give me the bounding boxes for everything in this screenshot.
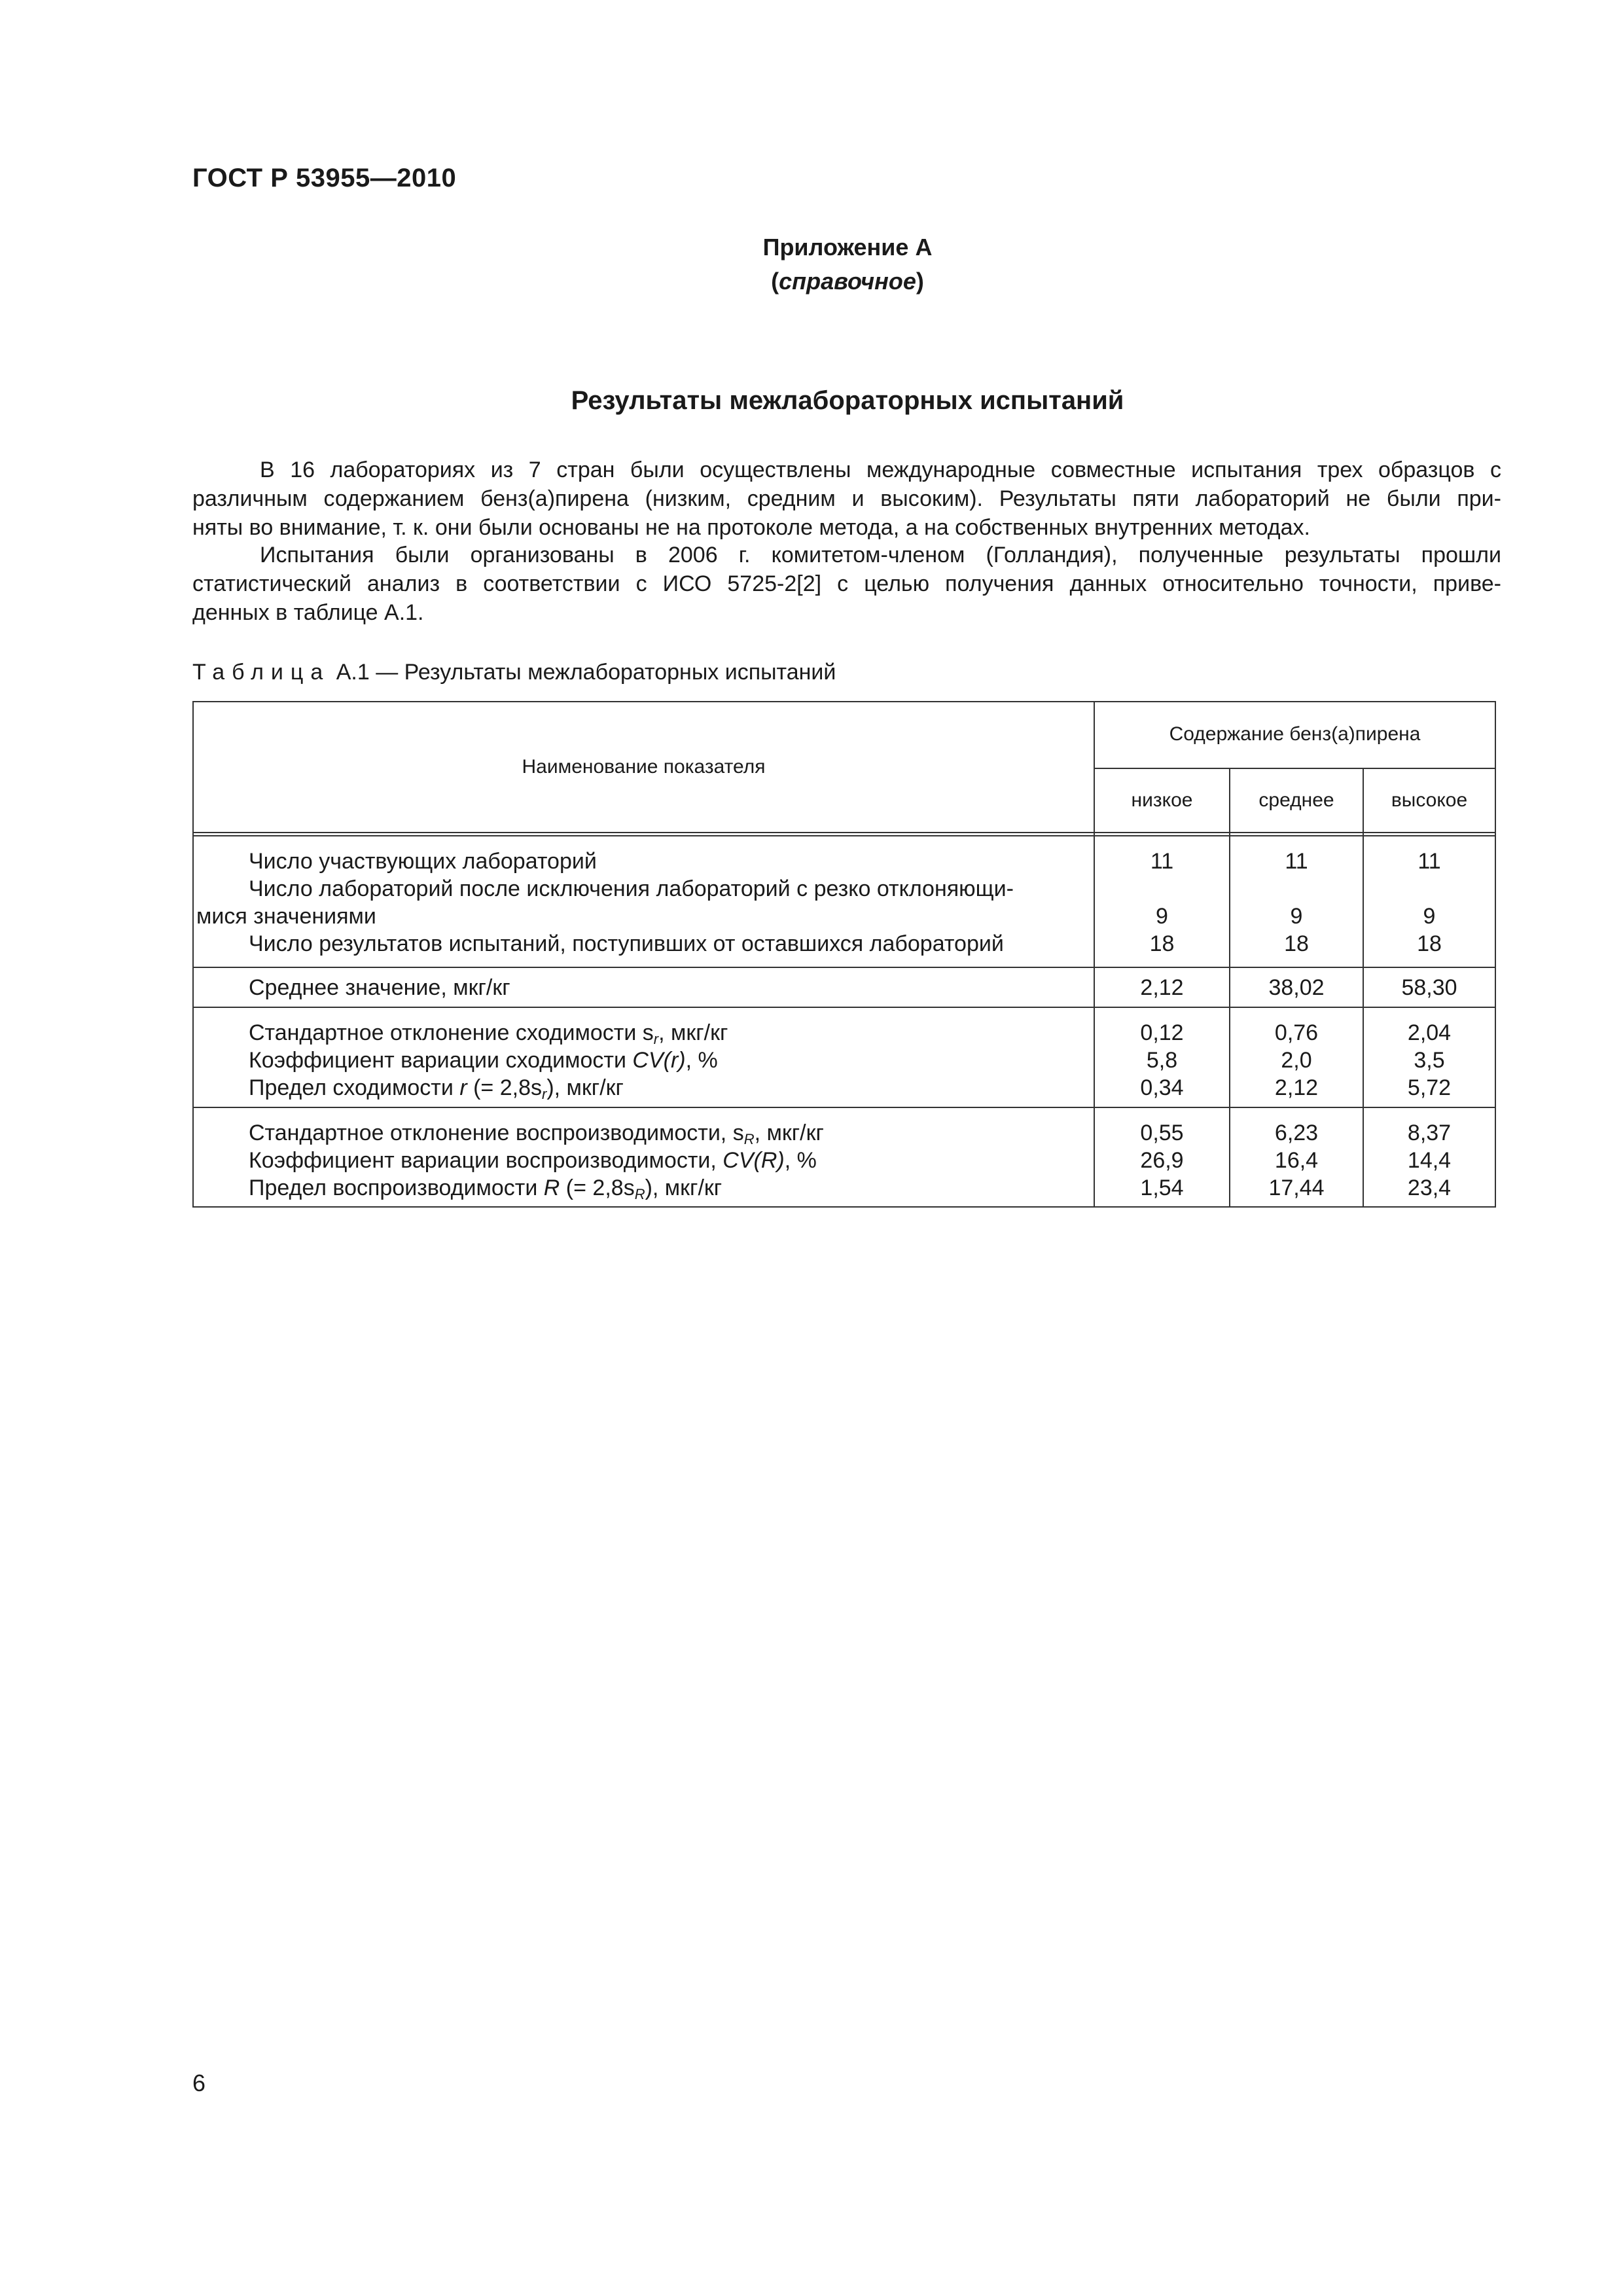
row-label: Число результатов испытаний, поступивших от оставшихся лабораторий	[249, 931, 1004, 956]
row-label-suffix: , %	[784, 1148, 817, 1173]
cell-value: 8,37	[1407, 1121, 1452, 1145]
paragraph-line: В 16 лабораториях из 7 стран были осуществлены международные совместные испытания трех образцов с	[260, 457, 1501, 482]
row-label: Число участвующих лабораторий	[249, 849, 597, 874]
header-level-low: низкое	[1131, 789, 1193, 811]
header-content-group: Содержание бенз(а)пирена	[1169, 723, 1421, 745]
cell-value: 17,44	[1268, 1175, 1325, 1200]
group-divider	[194, 1007, 1495, 1008]
row-label-italic: r	[459, 1075, 467, 1100]
table-caption-prefix: Таблица	[192, 660, 330, 685]
header-level-medium: среднее	[1258, 789, 1334, 811]
row-label-subscript: R	[634, 1186, 645, 1202]
header-bottom-rule	[194, 832, 1495, 833]
row-label-suffix: ), мкг/кг	[645, 1175, 722, 1200]
paragraph-line: различным содержанием бенз(а)пирена (низким, средним и высоким). Результаты пяти лабораторий не были при-	[192, 486, 1501, 511]
table-caption-text: А.1 — Результаты межлабораторных испытаний	[330, 660, 836, 685]
row-label-suffix: , мкг/кг	[658, 1020, 728, 1045]
row-label-subscript: r	[653, 1031, 659, 1047]
row-label-text: Коэффициент вариации воспроизводимости,	[249, 1148, 723, 1173]
table-caption	[192, 660, 836, 685]
row-label-continuation: мися значениями	[196, 904, 376, 929]
row-label: Среднее значение, мкг/кг	[249, 975, 510, 1000]
annex-status: (справочное)	[771, 268, 924, 295]
paragraph-1	[192, 456, 1501, 542]
row-label-suffix: ), мкг/кг	[546, 1075, 624, 1100]
cell-value: 2,12	[1274, 1075, 1319, 1100]
cell-value: 9	[1290, 904, 1303, 929]
paragraph-2	[192, 541, 1501, 627]
row-label-text: Предел воспроизводимости	[249, 1175, 544, 1200]
cell-value: 0,34	[1140, 1075, 1184, 1100]
row-label-italic: R	[543, 1175, 560, 1200]
cell-value: 2,0	[1281, 1048, 1312, 1073]
row-label: Число лабораторий после исключения лабораторий с резко отклоняющи-	[249, 876, 1014, 901]
cell-value: 14,4	[1407, 1148, 1452, 1173]
paragraph-line: статистический анализ в соответствии с ИСО 5725-2[2] с целью получения данных относительно точности, приве-	[192, 571, 1501, 596]
cell-value: 18	[1284, 931, 1309, 956]
document-id: ГОСТ Р 53955—2010	[192, 164, 457, 192]
row-label-text: Стандартное отклонение воспроизводимости, s	[249, 1121, 744, 1145]
row-label-text: Стандартное отклонение сходимости s	[249, 1020, 654, 1045]
paragraph-line: Испытания были организованы в 2006 г. комитетом-членом (Голландия), полученные результаты прошли	[260, 543, 1501, 567]
paragraph-line: денных в таблице А.1.	[192, 600, 424, 625]
cell-value: 0,12	[1140, 1020, 1184, 1045]
header-bottom-rule	[194, 835, 1495, 836]
cell-value: 11	[1418, 849, 1441, 874]
results-table	[192, 701, 1496, 1208]
row-label	[249, 1147, 817, 1174]
row-label-suffix: , мкг/кг	[754, 1121, 824, 1145]
row-label-subscript: R	[743, 1131, 755, 1147]
row-label-text: Предел сходимости	[249, 1075, 460, 1100]
row-label	[249, 1074, 624, 1108]
cell-value: 16,4	[1274, 1148, 1319, 1173]
cell-value: 0,55	[1140, 1121, 1184, 1145]
cell-value: 11	[1150, 849, 1174, 874]
row-label-italic: CV(r)	[632, 1048, 686, 1073]
cell-value: 11	[1285, 849, 1308, 874]
cell-value: 18	[1417, 931, 1442, 956]
header-divider	[1094, 768, 1495, 769]
row-label-italic: CV(R)	[722, 1148, 785, 1173]
cell-value: 58,30	[1401, 975, 1457, 1000]
cell-value: 5,72	[1407, 1075, 1452, 1100]
cell-value: 2,12	[1140, 975, 1184, 1000]
cell-value: 5,8	[1146, 1048, 1178, 1073]
cell-value: 9	[1423, 904, 1436, 929]
row-label	[249, 1047, 718, 1074]
row-label-mid: (= 2,8s	[560, 1175, 635, 1200]
cell-value: 3,5	[1414, 1048, 1445, 1073]
cell-value: 38,02	[1268, 975, 1325, 1000]
cell-value: 18	[1149, 931, 1175, 956]
cell-value: 1,54	[1140, 1175, 1184, 1200]
cell-value: 6,23	[1274, 1121, 1319, 1145]
row-label-suffix: , %	[685, 1048, 718, 1073]
group-divider	[194, 967, 1495, 968]
annex-title: Приложение А	[762, 234, 933, 260]
row-label-text: Коэффициент вариации сходимости	[249, 1048, 633, 1073]
cell-value: 9	[1156, 904, 1168, 929]
header-level-high: высокое	[1391, 789, 1468, 811]
cell-value: 2,04	[1407, 1020, 1452, 1045]
annex-status-text: справочное	[779, 268, 916, 295]
header-name-column: Наименование показателя	[522, 756, 766, 778]
annex-heading	[0, 230, 1623, 298]
page-number: 6	[192, 2070, 206, 2096]
row-label-mid: (= 2,8s	[467, 1075, 542, 1100]
cell-value: 0,76	[1274, 1020, 1319, 1045]
row-label	[249, 1174, 722, 1208]
section-title: Результаты межлабораторных испытаний	[571, 386, 1124, 415]
row-label-subscript: r	[542, 1086, 547, 1102]
cell-value: 23,4	[1407, 1175, 1452, 1200]
paragraph-line: няты во внимание, т. к. они были основаны не на протоколе метода, а на собственных внутренних методах.	[192, 515, 1310, 540]
cell-value: 26,9	[1140, 1148, 1184, 1173]
